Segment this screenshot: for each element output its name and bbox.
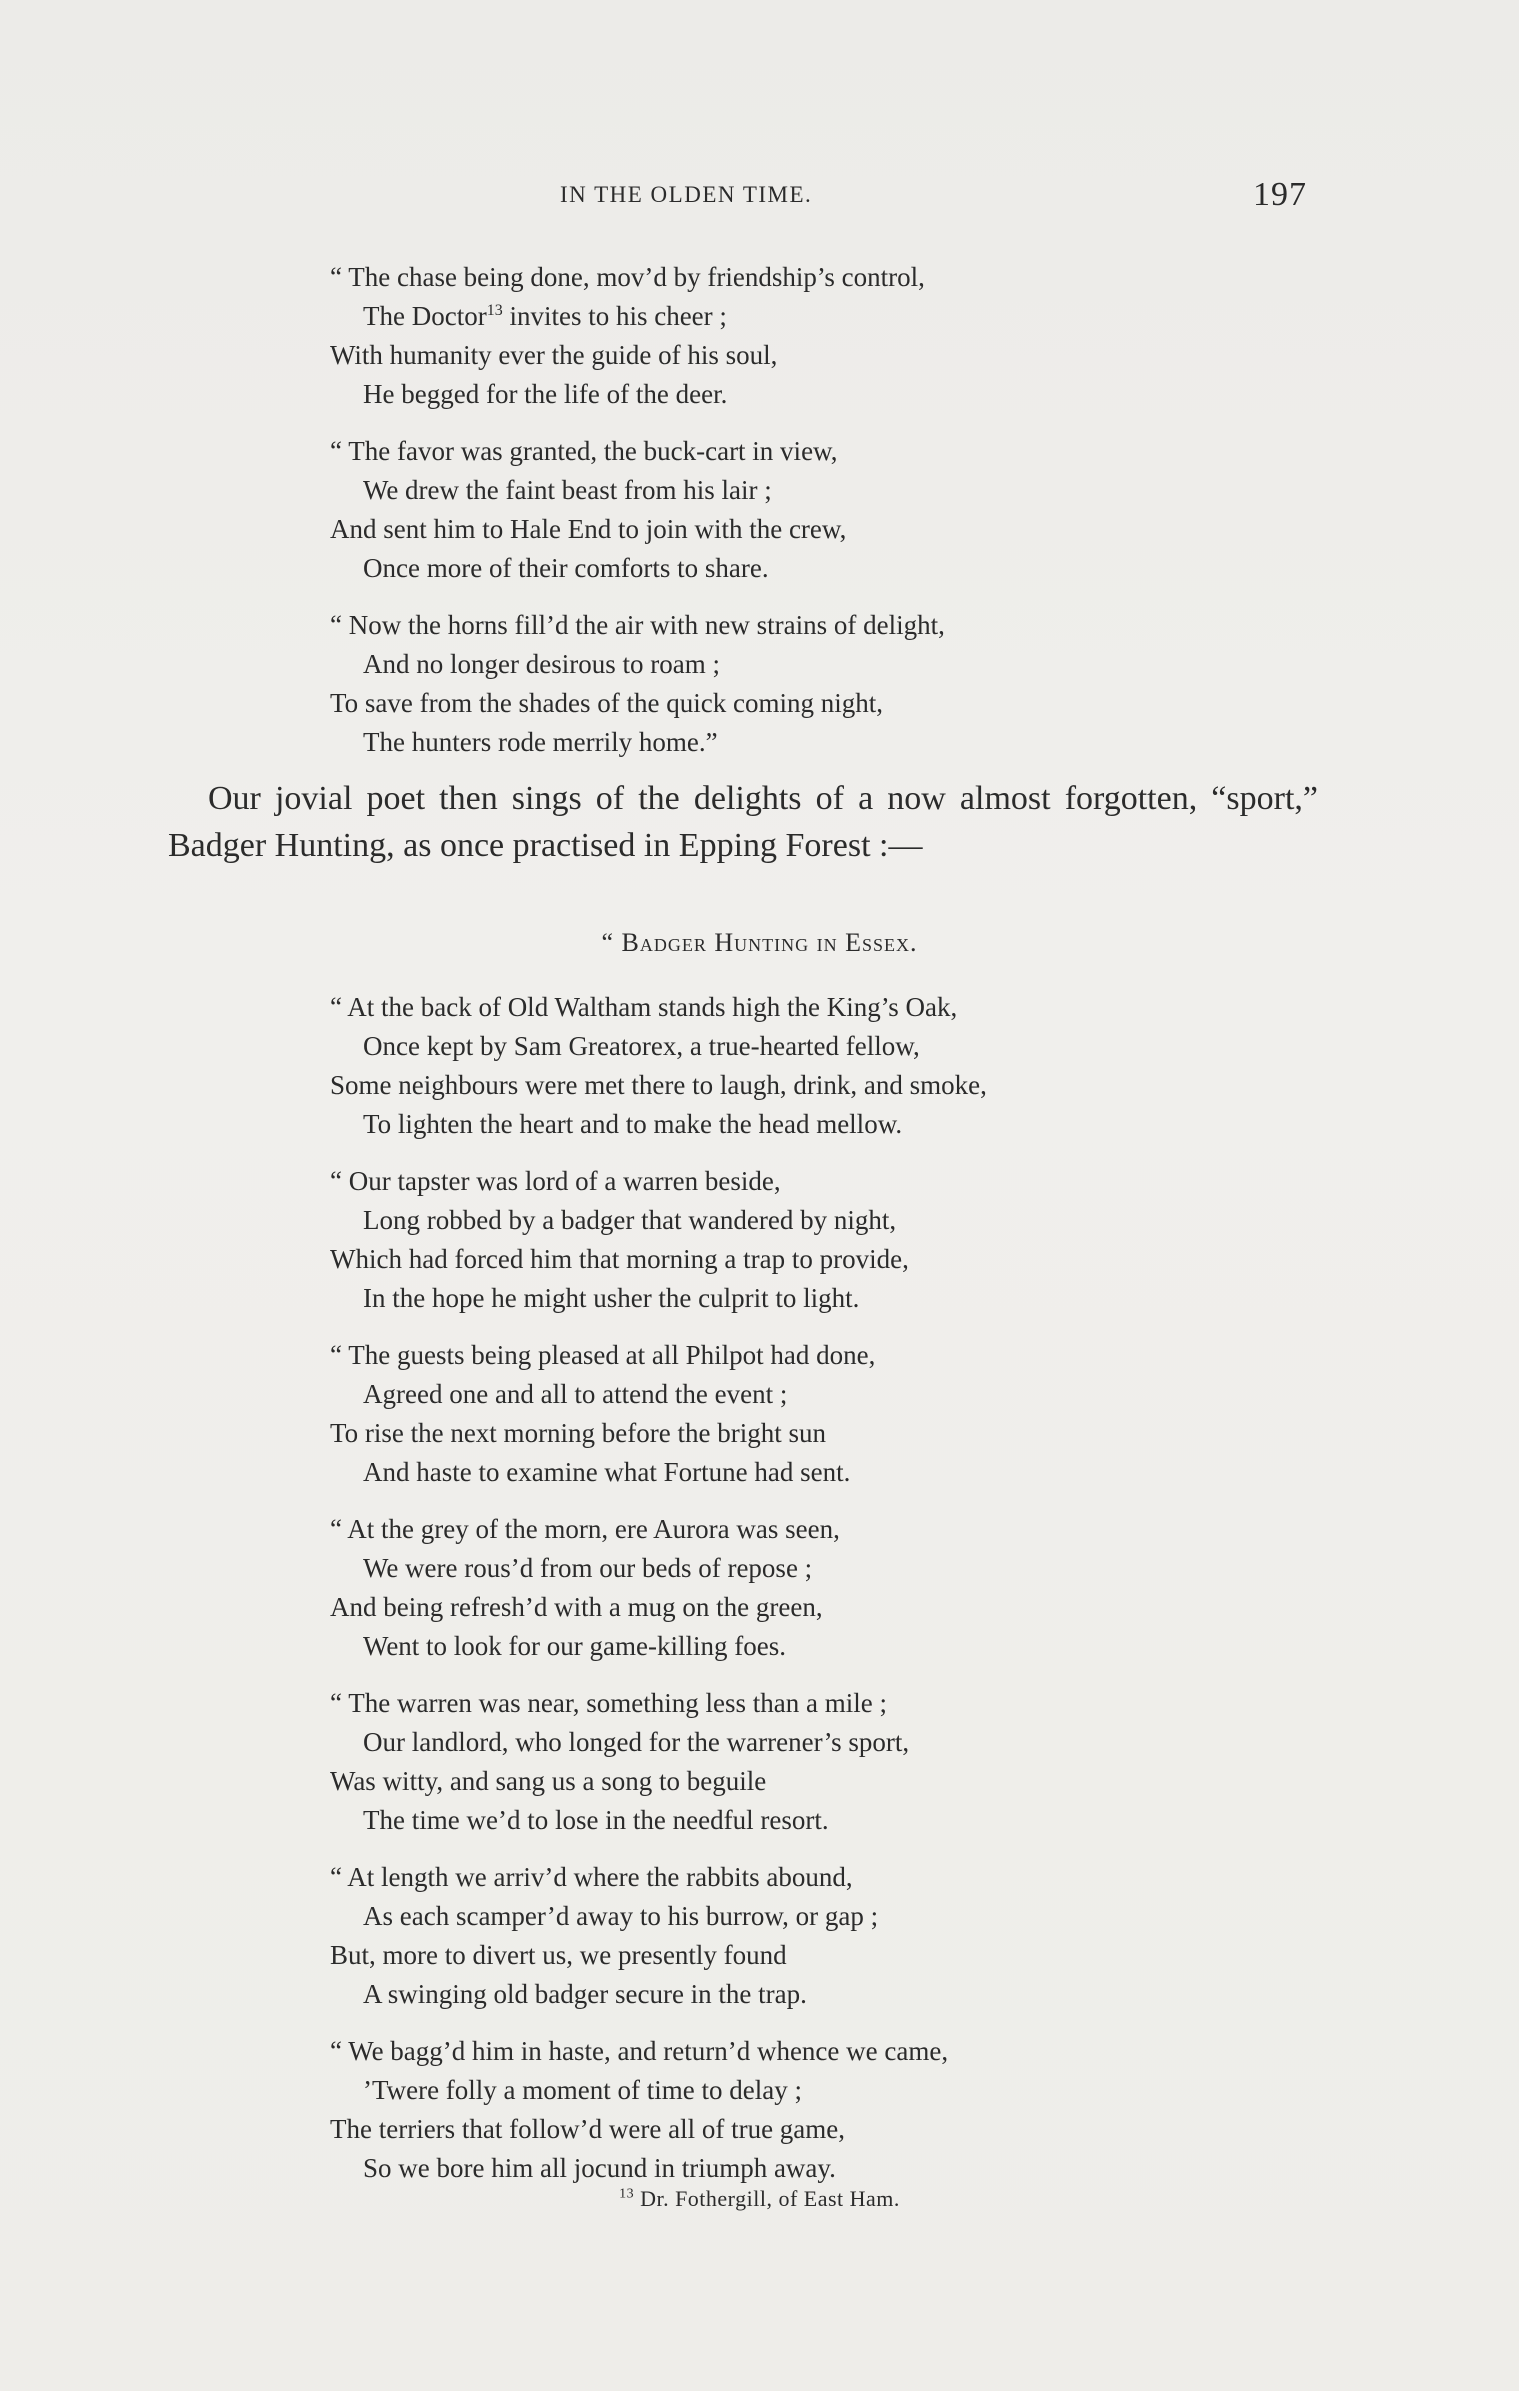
poem-line: Once kept by Sam Greatorex, a true-hearted fellow,: [363, 1031, 920, 1061]
poem-line: “ At the back of Old Waltham stands high the King’s Oak,: [330, 992, 958, 1022]
poem-line: Which had forced him that morning a trap to provide,: [330, 1244, 909, 1274]
poem-line: To save from the shades of the quick coming night,: [330, 688, 883, 718]
poem-line: Some neighbours were met there to laugh, drink, and smoke,: [330, 1070, 987, 1100]
page-number: 197: [1253, 176, 1307, 213]
poem-line: We drew the faint beast from his lair ;: [363, 475, 772, 505]
poem-line: To lighten the heart and to make the head mellow.: [363, 1109, 903, 1139]
running-title: IN THE OLDEN TIME.: [560, 182, 813, 207]
poem-title: [0, 928, 1519, 958]
poem-line: “ The chase being done, mov’d by friendship’s control,: [330, 262, 925, 292]
poem-line: “ The warren was near, something less than a mile ;: [330, 1688, 887, 1718]
page-header: [0, 176, 1519, 222]
poem-line: Long robbed by a badger that wandered by night,: [363, 1205, 897, 1235]
poem-line: Went to look for our game-killing foes.: [363, 1631, 786, 1661]
stanza: [330, 1858, 1519, 2014]
poem-line: Was witty, and sang us a song to beguile: [330, 1766, 767, 1796]
poem-line-text: The Doctor: [363, 301, 487, 331]
poem-line: [330, 297, 1519, 336]
poem-line: Once more of their comforts to share.: [363, 553, 769, 583]
poem-line: He begged for the life of the deer.: [363, 379, 728, 409]
poem-line: And no longer desirous to roam ;: [363, 649, 720, 679]
poem-line: ’Twere folly a moment of time to delay ;: [363, 2075, 802, 2105]
stanza: [330, 988, 1519, 1144]
poem-line: As each scamper’d away to his burrow, or gap ;: [363, 1901, 879, 1931]
stanza: [330, 258, 1519, 414]
paragraph-text: Our jovial poet then sings of the delights of a now almost forgotten, “sport,” Badger Hunting, as once practised in Epping Forest :—: [168, 780, 1318, 864]
poem-line: And being refresh’d with a mug on the green,: [330, 1592, 823, 1622]
stanza: [330, 1510, 1519, 1666]
poem-line: The hunters rode merrily home.”: [363, 727, 718, 757]
footnote-marker: 13: [486, 302, 503, 319]
stanza: [330, 432, 1519, 588]
footnote: [0, 2186, 1519, 2212]
poem-line: We were rous’d from our beds of repose ;: [363, 1553, 813, 1583]
footnote-number: 13: [619, 2186, 635, 2202]
stanza: [330, 606, 1519, 762]
poem-chase: [330, 258, 1519, 780]
stanza: [330, 1162, 1519, 1318]
poem-line: “ Now the horns fill’d the air with new strains of delight,: [330, 610, 945, 640]
prose-paragraph: [168, 775, 1318, 869]
poem-line: “ At the grey of the morn, ere Aurora was seen,: [330, 1514, 840, 1544]
poem-line: “ At length we arriv’d where the rabbits abound,: [330, 1862, 853, 1892]
poem-title-text: “ Badger Hunting in Essex.: [601, 928, 918, 957]
poem-line-text: invites to his cheer ;: [502, 301, 727, 331]
poem-line: “ Our tapster was lord of a warren beside,: [330, 1166, 781, 1196]
poem-line: Agreed one and all to attend the event ;: [363, 1379, 788, 1409]
poem-line: The time we’d to lose in the needful resort.: [363, 1805, 829, 1835]
poem-line: “ We bagg’d him in haste, and return’d whence we came,: [330, 2036, 949, 2066]
poem-line: But, more to divert us, we presently found: [330, 1940, 787, 1970]
footnote-text: Dr. Fothergill, of East Ham.: [634, 2186, 900, 2211]
poem-line: To rise the next morning before the bright sun: [330, 1418, 826, 1448]
poem-line: So we bore him all jocund in triumph away.: [363, 2153, 836, 2183]
poem-line: “ The guests being pleased at all Philpot had done,: [330, 1340, 876, 1370]
poem-line: The terriers that follow’d were all of true game,: [330, 2114, 846, 2144]
stanza: [330, 2032, 1519, 2188]
poem-line: In the hope he might usher the culprit to light.: [363, 1283, 860, 1313]
poem-line: “ The favor was granted, the buck-cart in view,: [330, 436, 838, 466]
poem-badger-hunting: [330, 988, 1519, 2206]
stanza: [330, 1684, 1519, 1840]
poem-line: And sent him to Hale End to join with the crew,: [330, 514, 847, 544]
poem-line: And haste to examine what Fortune had sent.: [363, 1457, 851, 1487]
stanza: [330, 1336, 1519, 1492]
poem-line: A swinging old badger secure in the trap.: [363, 1979, 807, 2009]
poem-line: Our landlord, who longed for the warrener’s sport,: [363, 1727, 910, 1757]
poem-line: With humanity ever the guide of his soul,: [330, 340, 778, 370]
